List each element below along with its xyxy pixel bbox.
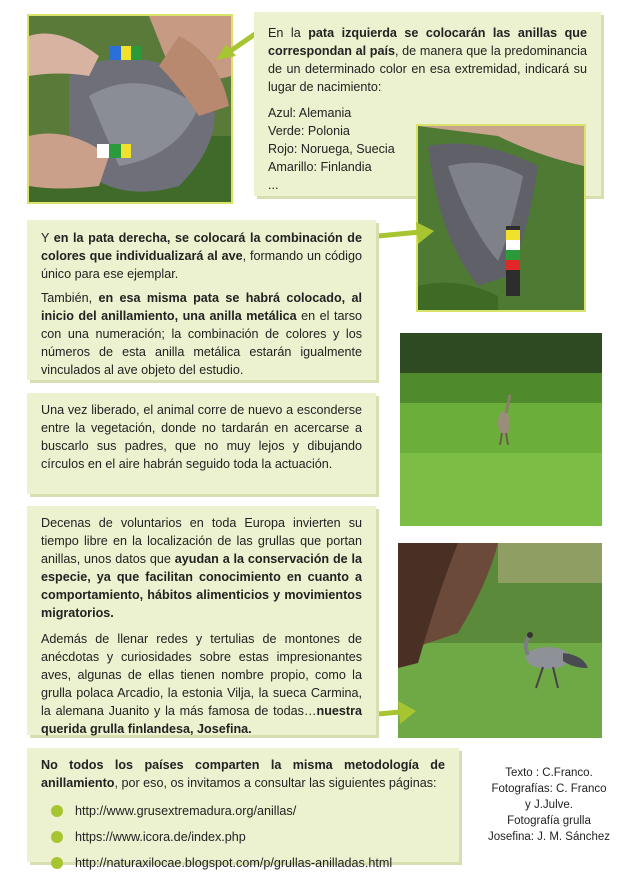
link-item bbox=[41, 826, 445, 848]
link-item bbox=[41, 852, 445, 874]
photo-crane-josefina bbox=[398, 543, 602, 738]
release-text: Una vez liberado, el animal corre de nuevo a esconderse entre la vegetación, donde no tardarán en acercarse a buscarlo sus padres, que no muy lejos y dibujando círculos en el aire habrán seguido toda la actuación. bbox=[41, 403, 362, 471]
release-info-box bbox=[27, 393, 376, 494]
country-color-item: Verde: Polonia bbox=[268, 124, 350, 138]
photo-hands-ringing bbox=[27, 14, 233, 204]
left-leg-text: En la pata izquierda se colocarán las anillas que correspondan al país, de manera que la predominancia de un determinado color en esa extremidad, indicará su lugar de nacimiento: bbox=[268, 26, 587, 94]
named-cranes-text: Además de llenar redes y tertulias de montones de anécdotas y curiosidades sobre estas impresionantes aves, algunas de ellas tienen nombre propio, como la grulla polaca Arcadio, la estonia Vilja, la sueca Carmina, la alemana Juanito y la más famosa de todas…nuestra querida grulla finlandesa, Josefina. bbox=[41, 632, 362, 736]
right-leg-text: Y en la pata derecha, se colocará la combinación de colores que individualizará al ave, formando un código único para ese ejemplar. bbox=[41, 231, 363, 281]
volunteers-text: Decenas de voluntarios en toda Europa invierten su tiempo libre en la localización de las grullas que portan anillas, unos datos que ayudan a la conservación de la especie, ya que facilitan conocimiento en cuanto a comportamiento, hábitos alimenticios y movimientos migratorios. bbox=[41, 516, 362, 620]
credit-photos: Fotografías: C. Franco bbox=[491, 783, 607, 795]
right-leg-info-box bbox=[27, 220, 376, 380]
link-grusextremadura[interactable]: http://www.grusextremadura.org/anillas/ bbox=[75, 804, 297, 818]
link-item bbox=[41, 800, 445, 822]
country-color-item: ... bbox=[268, 178, 279, 192]
links-intro-text: No todos los países comparten la misma metodología de anillamiento, por eso, os invitamos a consultar las siguientes páginas: bbox=[41, 758, 445, 790]
credit-photos-2: y J.Julve. bbox=[525, 799, 573, 811]
arrow-right-leg-icon bbox=[376, 222, 436, 252]
country-color-item: Rojo: Noruega, Suecia bbox=[268, 142, 395, 156]
credit-text: Texto : C.Franco. bbox=[505, 767, 593, 779]
country-color-item: Amarillo: Finlandia bbox=[268, 160, 372, 174]
links-list bbox=[41, 800, 445, 874]
photo-ringed-leg bbox=[416, 124, 586, 312]
bullet-icon bbox=[51, 831, 63, 843]
bullet-icon bbox=[51, 805, 63, 817]
photo-crane-field bbox=[400, 333, 602, 526]
metal-ring-text: También, en esa misma pata se habrá colocado, al inicio del anillamiento, una anilla metálica en el tarso con una numeración; la combinación de colores y los números de esta anilla metálica estarán igualmente vinculados al ave objeto del estudio. bbox=[41, 291, 362, 377]
link-naturaxilocae[interactable]: http://naturaxilocae.blogspot.com/p/grullas-anilladas.html bbox=[75, 856, 393, 870]
photo-credits bbox=[474, 765, 624, 845]
link-icora[interactable]: https://www.icora.de/index.php bbox=[75, 830, 246, 844]
credit-josefina-2: Josefina: J. M. Sánchez bbox=[487, 831, 611, 843]
links-info-box bbox=[27, 748, 459, 870]
bullet-icon bbox=[51, 857, 63, 869]
credit-josefina: Fotografía grulla bbox=[507, 815, 591, 827]
volunteers-info-box bbox=[27, 506, 376, 735]
country-color-item: Azul: Alemania bbox=[268, 106, 352, 120]
